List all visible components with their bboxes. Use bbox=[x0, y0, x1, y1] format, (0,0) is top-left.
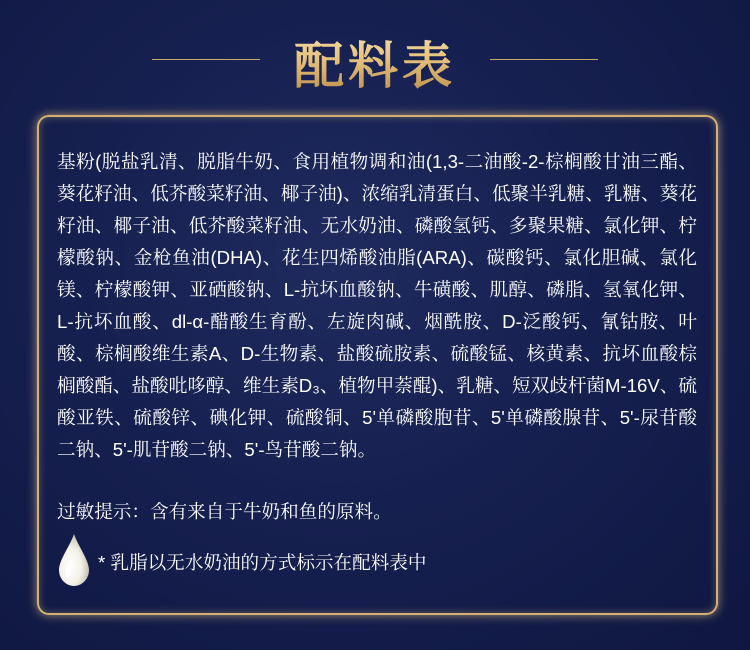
milkfat-note: * 乳脂以无水奶油的方式标示在配料表中 bbox=[98, 552, 427, 573]
milk-drop-icon bbox=[56, 532, 92, 588]
allergy-notice: 过敏提示：含有来自于牛奶和鱼的原料。 bbox=[57, 501, 392, 522]
title-rule-right bbox=[490, 59, 598, 60]
page-title: 配料表 bbox=[0, 26, 750, 98]
ingredients-text: 基粉(脱盐乳清、脱脂牛奶、食用植物调和油(1,3-二油酸-2-棕榈酸甘油三酯、葵花籽油、低芥酸菜籽油、椰子油)、浓缩乳清蛋白、低聚半乳糖、乳糖、葵花籽油、椰子油、低芥酸菜籽油、无水奶油、磷酸氢钙、多聚果糖、氯化钾、柠檬酸钠、金枪鱼油(DHA)、花生四烯酸油脂(ARA)、碳酸钙、氯化胆碱、氯化镁、柠檬酸钾、亚硒酸钠、L-抗坏血酸钠、牛磺酸、肌醇、磷脂、氢氧化钾、L-抗坏血酸、dl-α-醋酸生育酚、左旋肉碱、烟酰胺、D-泛酸钙、氰钴胺、叶酸、棕榈酸维生素A、D-生物素、盐酸硫胺素、硫酸锰、核黄素、抗坏血酸棕榈酸酯、盐酸吡哆醇、维生素D₃、植物甲萘醌)、乳糖、短双歧杆菌M-16V、硫酸亚铁、硫酸锌、碘化钾、硫酸铜、5'单磷酸胞苷、5'单磷酸腺苷、5'-尿苷酸二钠、5'-肌苷酸二钠、5'-鸟苷酸二钠。 bbox=[57, 151, 697, 460]
title-row bbox=[0, 22, 750, 95]
